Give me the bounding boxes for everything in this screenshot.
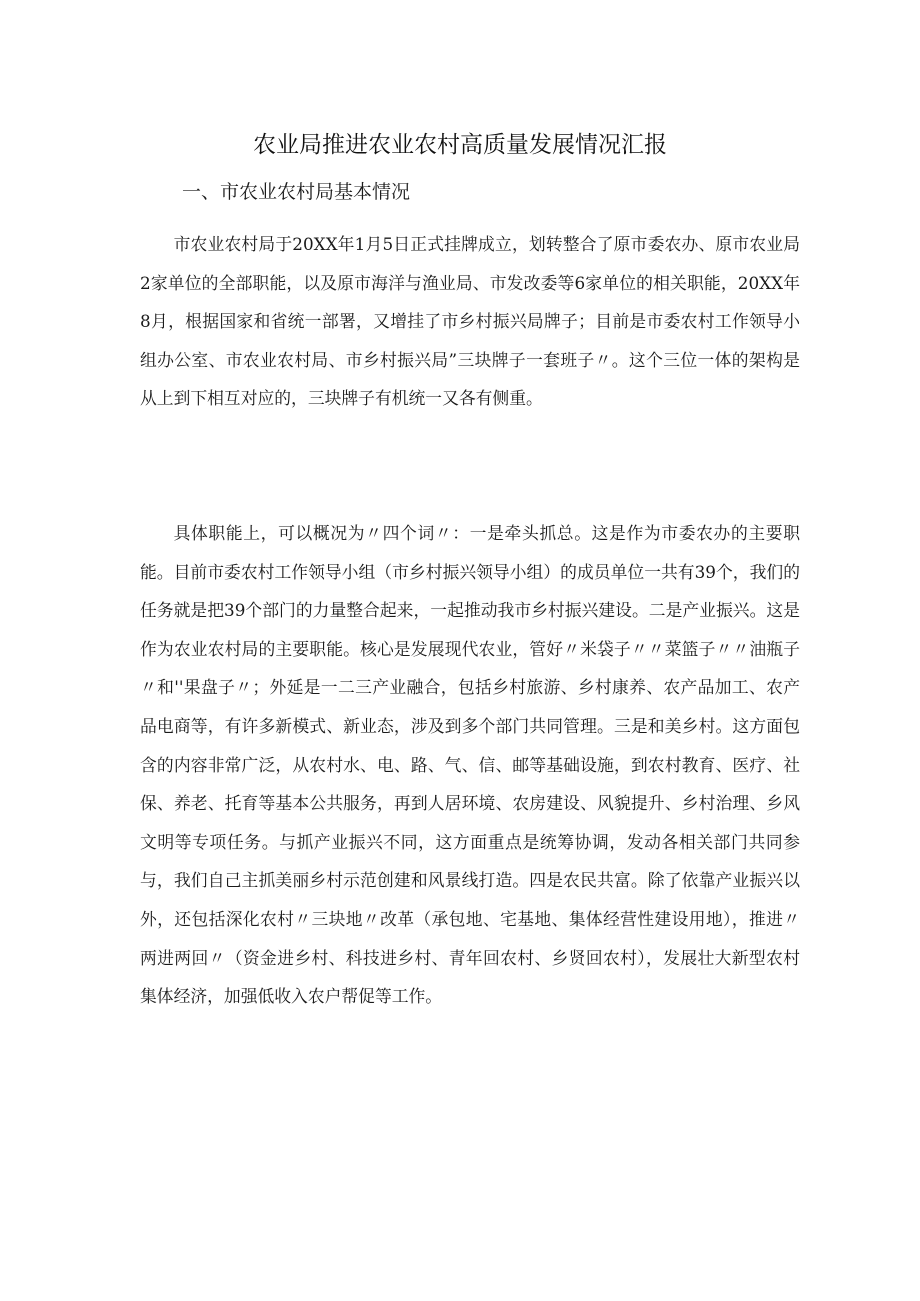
- paragraph-functions: 具体职能上，可以概况为〃四个词〃：一是牵头抓总。这是作为市委农办的主要职能。目前市委农村工作领导小组（市乡村振兴领导小组）的成员单位一共有39个，我们的任务就是把39个部门的力量整合起来，一起推动我市乡村振兴建设。二是产业振兴。这是作为农业农村局的主要职能。核心是发展现代农业，管好〃米袋子〃〃菜篮子〃〃油瓶子〃和''果盘子〃；外延是一二三产业融合，包括乡村旅游、乡村康养、农产品加工、农产品电商等，有许多新模式、新业态，涉及到多个部门共同管理。三是和美乡村。这方面包含的内容非常广泛，从农村水、电、路、气、信、邮等基础设施，到农村教育、医疗、社保、养老、托育等基本公共服务，再到人居环境、农房建设、风貌提升、乡村治理、乡风文明等专项任务。与抓产业振兴不同，这方面重点是统筹协调，发动各相关部门共同参与，我们自己主抓美丽乡村示范创建和风景线打造。四是农民共富。除了依靠产业振兴以外，还包括深化农村〃三块地〃改革（承包地、宅基地、集体经营性建设用地），推进〃两进两回〃（资金进乡村、科技进乡村、青年回农村、乡贤回农村），发展壮大新型农村集体经济，加强低收入农户帮促等工作。: [140, 523, 800, 1007]
- document-title: 农业局推进农业农村高质量发展情况汇报: [253, 132, 667, 158]
- section-heading: 一、市农业农村局基本情况: [182, 181, 411, 203]
- paragraph-basic-info: 市农业农村局于20XX年1月5日正式挂牌成立，划转整合了原市委农办、原市农业局2家单位的全部职能，以及原市海洋与渔业局、市发改委等6家单位的相关职能，20XX年8月，根据国家和省统一部署，又增挂了市乡村振兴局牌子；目前是市委农村工作领导小组办公室、市农业农村局、市乡村振兴局”三块牌子一套班子〃。这个三位一体的架构是从上到下相互对应的，三块牌子有机统一又各有侧重。: [140, 234, 800, 409]
